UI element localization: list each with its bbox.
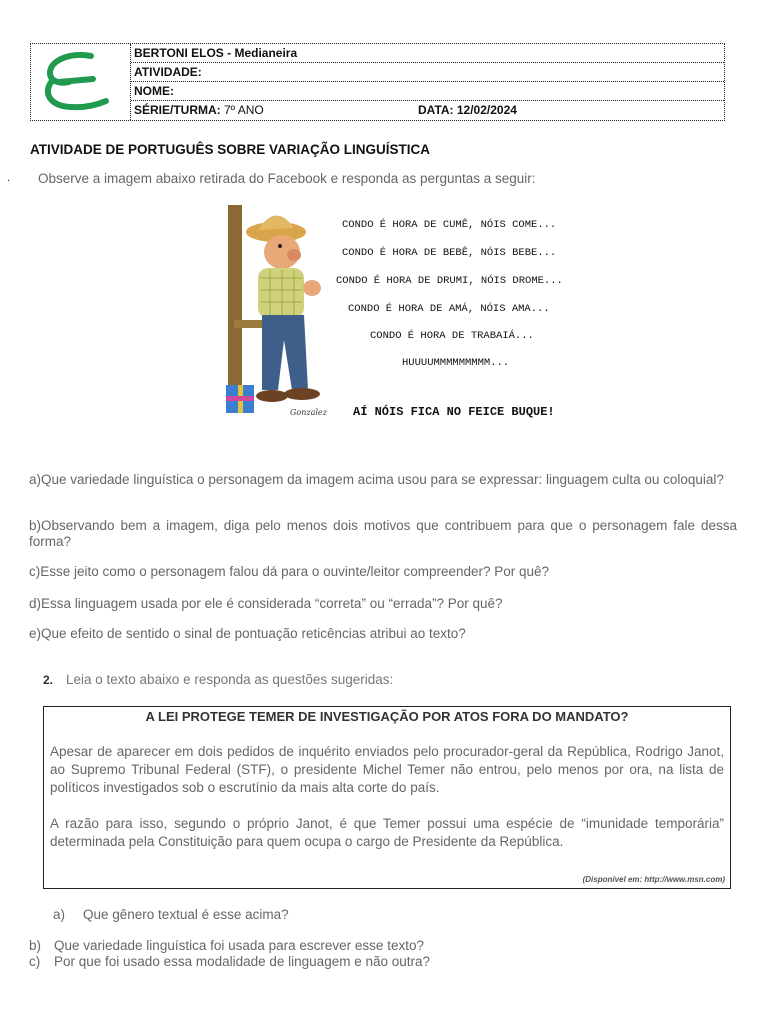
school-logo-icon	[31, 44, 130, 120]
text-box-title: A LEI PROTEGE TEMER DE INVESTIGAÇÃO POR ATOS FORA DO MANDATO?	[145, 709, 629, 724]
character-illustration	[220, 200, 350, 428]
text-paragraph-1: Apesar de aparecer em dois pedidos de inquérito enviados pelo procurador-geral da República, Rodrigo Janot, ao Supremo Tribunal Federal (STF), o presidente Michel Temer não entrou, pelo menos por ora, na lista de políticos investigados sob o escrutínio da mais alta corte do país.	[50, 744, 724, 795]
text-box	[43, 706, 731, 889]
class-value: 7º ANO	[220, 103, 264, 117]
meme-line: CONDO É HORA DE BEBÊ, NÓIS BEBE...	[342, 247, 557, 259]
question-d: d)Essa linguagem usada por ele é considerada “correta” ou “errada”? Por quê?	[29, 596, 503, 611]
question-2b: Que variedade linguística foi usada para escrever esse texto?	[54, 938, 424, 953]
section-2-prompt: Leia o texto abaixo e responda as questões sugeridas:	[66, 672, 394, 687]
meme-line: CONDO É HORA DE TRABAIÁ...	[370, 330, 534, 342]
question-2c-label: c)	[29, 954, 41, 969]
class-date-row	[131, 101, 724, 120]
meme-line: HUUUUMMMMMMMMM...	[402, 357, 510, 369]
date-label: DATA: 12/02/2024	[418, 103, 517, 117]
school-logo	[31, 44, 131, 120]
question-b: b)Observando bem a imagem, diga pelo menos dois motivos que contribuem para que o personagem fale dessa forma?	[29, 518, 737, 549]
question-2b-label: b)	[29, 938, 42, 953]
bullet: .	[7, 172, 11, 184]
section-2-number: 2.	[43, 673, 54, 687]
question-a: a)Que variedade linguística o personagem da imagem acima usou para se expressar: linguagem culta ou coloquial?	[29, 472, 724, 487]
question-2a: Que gênero textual é esse acima?	[83, 907, 289, 922]
page-title: ATIVIDADE DE PORTUGUÊS SOBRE VARIAÇÃO LINGUÍSTICA	[30, 142, 431, 157]
meme-line: CONDO É HORA DE AMÁ, NÓIS AMA...	[348, 303, 550, 315]
source-note: (Disponível em: http://www.msn.com)	[582, 875, 725, 884]
meme-image	[220, 200, 590, 428]
question-e: e)Que efeito de sentido o sinal de pontuação reticências atribui ao texto?	[29, 626, 466, 641]
intro-text: Observe a imagem abaixo retirada do Facebook e responda as perguntas a seguir:	[38, 171, 536, 186]
meme-line: CONDO É HORA DE DRUMI, NÓIS DROME...	[336, 275, 563, 287]
class-label: SÉRIE/TURMA:	[134, 103, 221, 117]
activity-field: ATIVIDADE:	[131, 63, 724, 82]
meme-final-line: AÍ NÓIS FICA NO FEICE BUQUE!	[353, 405, 555, 419]
school-name: BERTONI ELOS - Medianeira	[131, 44, 724, 63]
question-2c: Por que foi usado essa modalidade de linguagem e não outra?	[54, 954, 431, 969]
question-2a-label: a)	[53, 907, 66, 922]
header-table	[30, 43, 725, 121]
name-field: NOME:	[131, 82, 724, 101]
meme-signature: Gonzalez	[290, 408, 327, 417]
meme-line: CONDO É HORA DE CUMÊ, NÓIS COME...	[342, 219, 557, 231]
question-c: c)Esse jeito como o personagem falou dá para o ouvinte/leitor compreender? Por quê?	[29, 564, 550, 579]
text-paragraph-2: A razão para isso, segundo o próprio Janot, é que Temer possui uma espécie de “imunidade temporária” determinada pela Constituição para quem ocupa o cargo de Presidente da República.	[50, 816, 724, 849]
